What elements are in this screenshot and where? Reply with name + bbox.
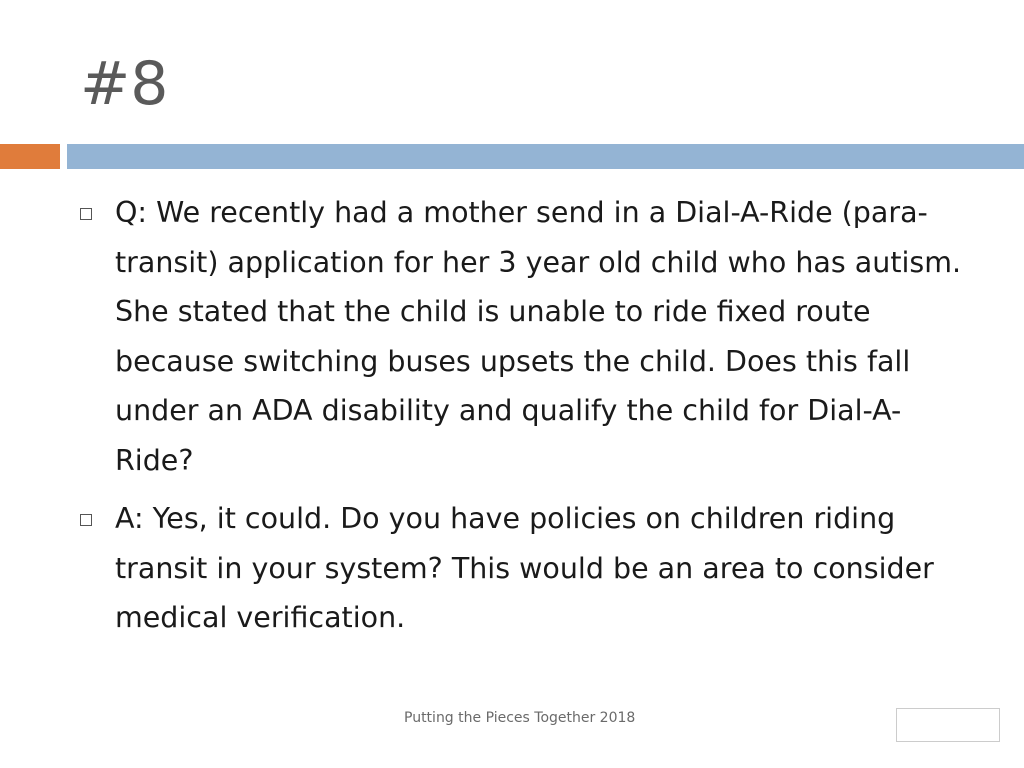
square-bullet-icon [80,514,92,526]
question-text: Q: We recently had a mother send in a Dial-A-Ride (para-transit) application for her 3 year old child who has autism. She stated that the child is unable to ride fixed route because switching buses upsets the child. Does this fall under an ADA disability and qualify the child for Dial-A-Ride? [115,196,962,477]
footer-text: Putting the Pieces Together 2018 [404,710,636,726]
bullet-list [78,188,978,652]
answer-text: A: Yes, it could. Do you have policies on children riding transit in your system? This would be an area to consider medical verification. [115,502,934,634]
bullet-answer [78,494,978,643]
slide-title: #8 [80,49,169,119]
accent-bar-orange [0,144,60,169]
footer-placeholder-box [896,708,1000,742]
accent-bar-blue [67,144,1024,169]
square-bullet-icon [80,208,92,220]
bullet-question [78,188,978,485]
